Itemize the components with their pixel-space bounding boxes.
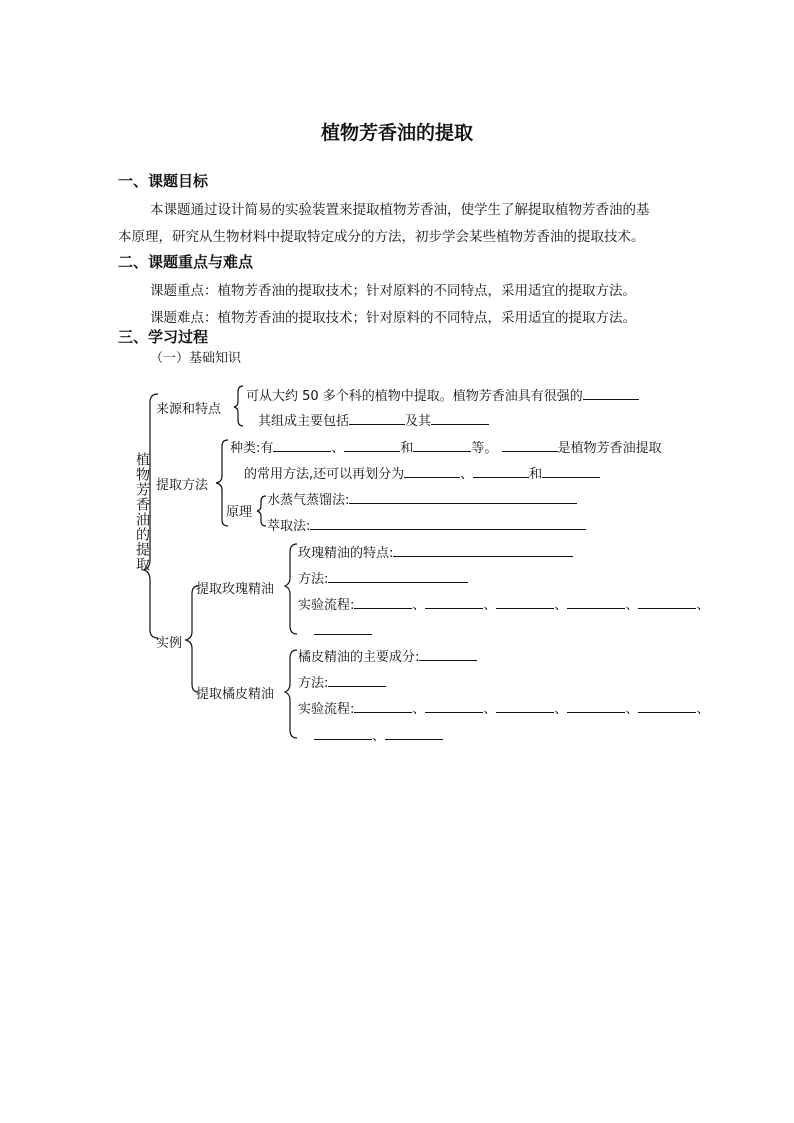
blank[interactable]	[273, 437, 331, 452]
blank[interactable]	[344, 437, 400, 452]
blank[interactable]	[413, 437, 471, 452]
blank[interactable]	[638, 698, 696, 713]
blank[interactable]	[542, 463, 600, 478]
blank[interactable]	[310, 515, 586, 530]
blank[interactable]	[583, 385, 639, 400]
source-label: 来源和特点	[156, 402, 222, 417]
source-line2: 其组成主要包括 及其	[258, 410, 489, 429]
blank[interactable]	[425, 594, 483, 609]
method-label: 提取方法	[156, 478, 209, 493]
goal-text-line2: 本原理，研究从生物材料中提取特定成分的方法，初步学会某些植物芳香油的提取技术。	[118, 229, 645, 245]
orange-method-line: 方法:	[298, 672, 386, 691]
orange-flow-line2: 、	[314, 725, 443, 744]
method-types-line: 种类:有 、 和 等。 是植物芳香油提取	[230, 437, 662, 456]
goal-text-line1: 本课题通过设计简易的实验装置来提取植物芳香油，使学生了解提取植物芳香油的基	[150, 202, 650, 218]
blank[interactable]	[349, 410, 405, 425]
rose-flow-line: 实验流程: 、 、 、 、 、	[298, 594, 709, 613]
blank[interactable]	[638, 594, 696, 609]
blank[interactable]	[419, 646, 477, 661]
blank[interactable]	[425, 698, 483, 713]
blank[interactable]	[354, 594, 412, 609]
blank[interactable]	[314, 725, 372, 740]
rose-features-line: 玫瑰精油的特点:	[298, 542, 573, 561]
goal-heading: 一、课题目标	[118, 172, 209, 190]
diagram-root-label: 植物芳香油的提取	[134, 452, 150, 572]
blank[interactable]	[404, 463, 460, 478]
blank[interactable]	[431, 410, 489, 425]
rose-flow-line2	[314, 620, 372, 639]
orange-component-line: 橘皮精油的主要成分:	[298, 646, 477, 665]
source-line1: 可从大约 50 多个科的植物中提取。植物芳香油具有很强的	[246, 385, 639, 404]
principle-label: 原理	[226, 505, 253, 520]
difficulty-text: 课题难点：植物芳香油的提取技术；针对原料的不同特点，采用适宜的提取方法。	[150, 310, 636, 326]
blank[interactable]	[328, 568, 468, 583]
orange-oil-label: 提取橘皮精油	[196, 687, 275, 702]
orange-flow-line: 实验流程: 、 、 、 、 、	[298, 698, 709, 717]
basic-knowledge-subheading: （一）基础知识	[150, 351, 242, 366]
blank[interactable]	[567, 698, 625, 713]
extraction-line: 萃取法:	[267, 515, 586, 534]
keypoints-heading: 二、课题重点与难点	[118, 253, 254, 271]
method-common-line: 的常用方法,还可以再划分为 、 和	[244, 463, 600, 482]
rose-method-line: 方法:	[298, 568, 468, 587]
blank[interactable]	[567, 594, 625, 609]
process-heading: 三、学习过程	[118, 328, 209, 346]
blank[interactable]	[314, 620, 372, 635]
blank[interactable]	[393, 542, 573, 557]
blank[interactable]	[496, 698, 554, 713]
page-title: 植物芳香油的提取	[320, 122, 473, 144]
blank[interactable]	[354, 698, 412, 713]
blank[interactable]	[328, 672, 386, 687]
steam-distillation-line: 水蒸气蒸馏法:	[267, 489, 577, 508]
focus-text: 课题重点：植物芳香油的提取技术；针对原料的不同特点，采用适宜的提取方法。	[150, 283, 636, 299]
examples-label: 实例	[156, 636, 183, 651]
blank[interactable]	[473, 463, 529, 478]
blank[interactable]	[502, 437, 558, 452]
blank[interactable]	[349, 489, 577, 504]
blank[interactable]	[385, 725, 443, 740]
blank[interactable]	[496, 594, 554, 609]
rose-oil-label: 提取玫瑰精油	[196, 582, 275, 597]
